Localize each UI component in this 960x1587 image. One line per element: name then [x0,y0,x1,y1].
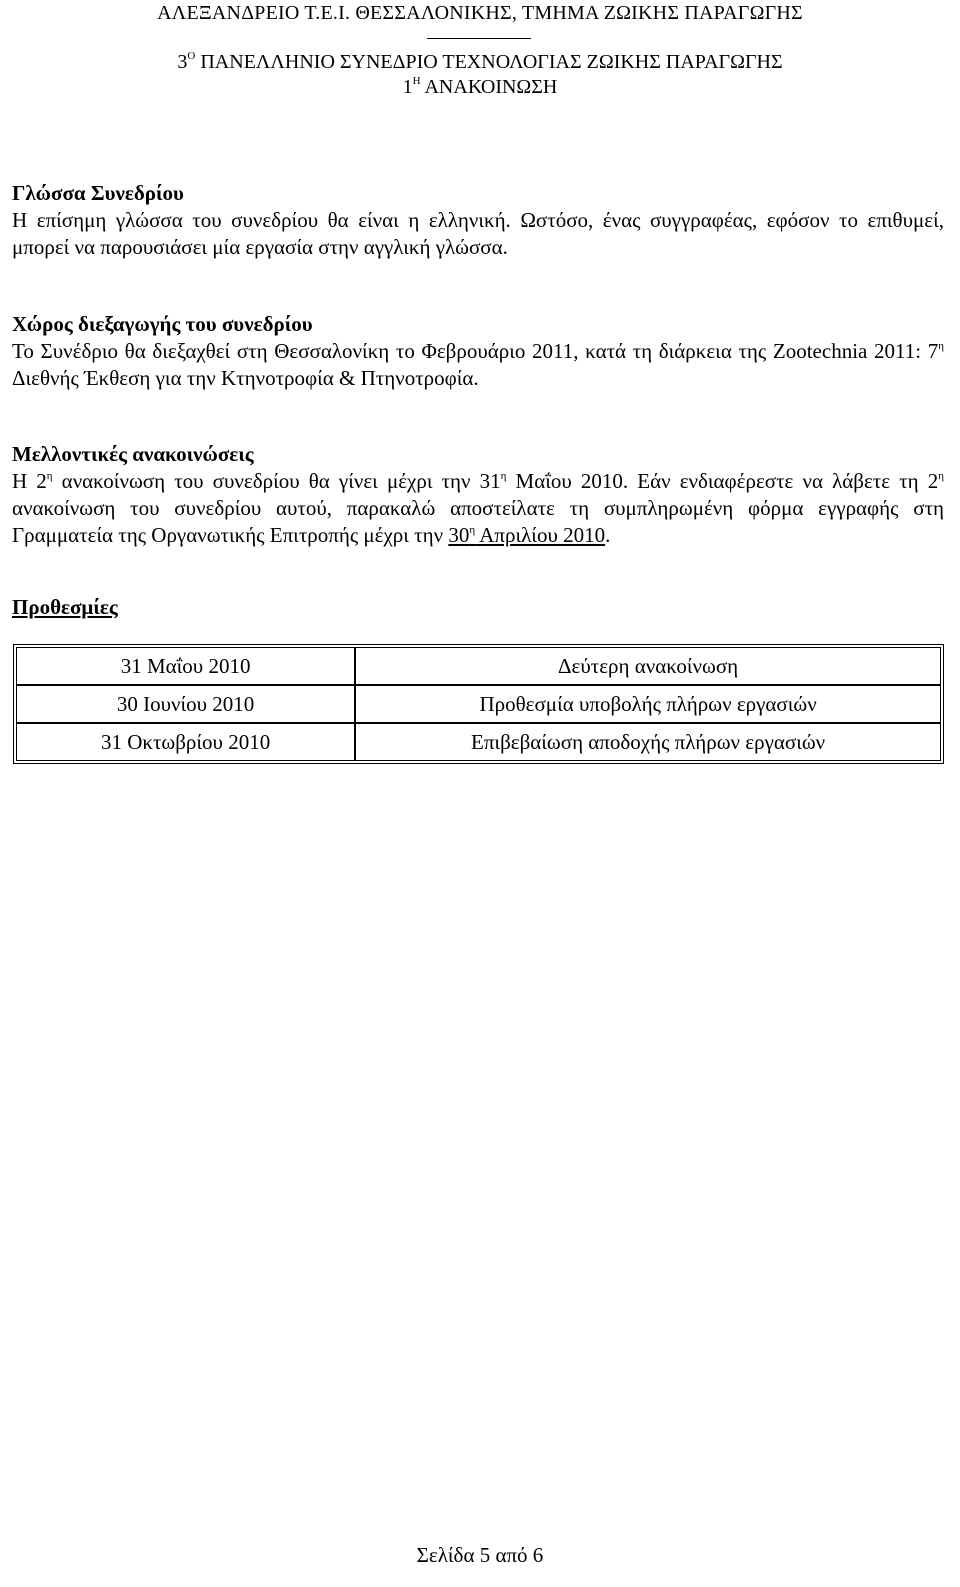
header-rule [427,38,531,39]
future-text-part: ανακοίνωση του συνεδρίου αυτού, παρακαλώ αποστείλατε τη συμπληρωμένη φόρμα εγγραφής στη Γραμματεία της Οργανωτικής Επιτροπής μέχρι την [12,496,944,547]
future-ordinal: η [938,470,945,482]
announcement-ordinal: Η [412,75,421,87]
future-text-part: ανακοίνωση του συνεδρίου θα γίνει μέχρι την 31 [52,469,501,493]
announcement-number: 1 [402,76,413,98]
language-section [12,180,944,261]
deadline-event-cell: Προθεσμία υποβολής πλήρων εργασιών [355,685,941,723]
future-ordinal: η [46,470,53,482]
future-text-part: Μαΐου 2010. Εάν ενδιαφέρεστε να λάβετε τη 2 [506,469,939,493]
conference-name: ΠΑΝΕΛΛΗΝΙΟ ΣΥΝΕΔΡΙΟ ΤΕΧΝΟΛΟΓΙΑΣ ΖΩΙΚΗΣ ΠΑΡΑΓΩΓΗΣ [200,51,783,73]
deadline-date-underlined [448,523,605,547]
announcement-label: ΑΝΑΚΟΙΝΩΣΗ [424,76,558,98]
page-number: Σελίδα 5 από 6 [416,1543,544,1567]
deadline-date-cell: 30 Ιουνίου 2010 [16,685,355,723]
deadline-day: 30 [448,523,470,547]
language-text: Η επίσημη γλώσσα του συνεδρίου θα είναι η ελληνική. Ωστόσο, ένας συγγραφέας, εφόσον το επιθυμεί, μπορεί να παρουσιάσει μία εργασία στην αγγλική γλώσσα. [12,208,944,259]
conference-title [0,51,960,74]
deadline-month-year: Απριλίου 2010 [475,523,606,547]
venue-section [12,311,944,392]
venue-text-part: Το Συνέδριο θα διεξαχθεί στη Θεσσαλονίκη το Φεβρουάριο 2011, κατά τη διάρκεια της Zootechnia 2011: 7 [12,339,939,363]
deadlines-heading: Προθεσμίες [12,595,118,619]
deadline-event-cell: Επιβεβαίωση αποδοχής πλήρων εργασιών [355,723,941,761]
venue-text [12,338,944,392]
deadline-date-cell: 31 Μαΐου 2010 [16,647,355,685]
future-ordinal: η [500,470,507,482]
table-row [16,723,941,761]
deadline-date-cell: 31 Οκτωβρίου 2010 [16,723,355,761]
language-heading: Γλώσσα Συνεδρίου [12,181,184,205]
conference-ordinal: Ο [187,50,196,62]
deadline-ordinal: η [469,524,476,536]
future-text [12,468,944,549]
institution-title: ΑΛΕΞΑΝΔΡΕΙΟ Τ.Ε.Ι. ΘΕΣΣΑΛΟΝΙΚΗΣ, ΤΜΗΜΑ ΖΩΙΚΗΣ ΠΑΡΑΓΩΓΗΣ [157,2,803,24]
deadline-event-cell: Δεύτερη ανακοίνωση [355,647,941,685]
future-text-part: . [605,523,611,547]
future-text-part: Η 2 [12,469,47,493]
announcement-title [0,76,960,99]
table-row [16,685,941,723]
venue-text-part: Διεθνής Έκθεση για την Κτηνοτροφία & Πτηνοτροφία. [12,366,479,390]
conference-number: 3 [177,51,188,73]
deadlines-table [13,644,944,764]
future-announcements-section [12,441,944,549]
table-row [16,647,941,685]
future-heading: Μελλοντικές ανακοινώσεις [12,442,254,466]
venue-ordinal: η [938,340,944,352]
deadlines-section [12,594,944,621]
venue-heading: Χώρος διεξαγωγής του συνεδρίου [12,312,313,336]
